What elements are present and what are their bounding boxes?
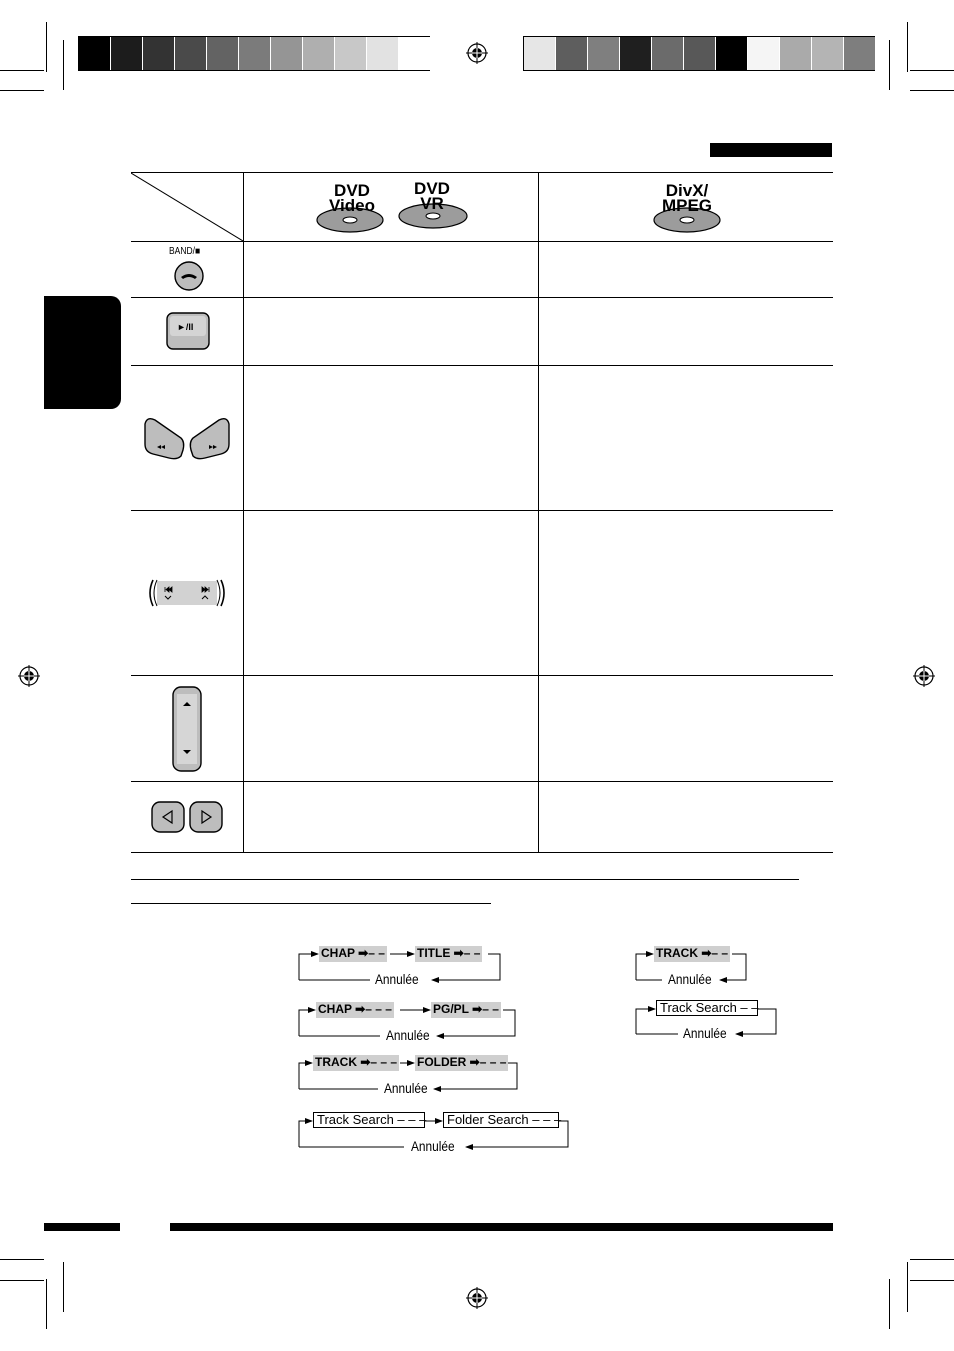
flow-track-box: TRACK ➡– – – bbox=[315, 1055, 398, 1069]
flow-dash: – – bbox=[463, 946, 481, 960]
flow-pgpl-box: PG/PL ➡– – bbox=[433, 1002, 499, 1016]
flow-folder-label: FOLDER bbox=[417, 1055, 467, 1069]
flow-dash: – – bbox=[482, 1002, 499, 1016]
flow-dash: – – – bbox=[365, 1002, 392, 1016]
flow-dash: – – – bbox=[370, 1055, 398, 1069]
flow-cancel-label: Annulée bbox=[683, 1025, 727, 1041]
flow-track-label: TRACK bbox=[315, 1055, 357, 1069]
flow-track-label: TRACK bbox=[656, 946, 698, 960]
flow-pgpl-label: PG/PL bbox=[433, 1002, 469, 1016]
flow-track-search-box: Track Search – – – bbox=[313, 1112, 425, 1128]
flow-cancel-label: Annulée bbox=[384, 1080, 428, 1096]
flow-folder-search-box: Folder Search – – – bbox=[443, 1112, 559, 1128]
flow-cancel-label: Annulée bbox=[668, 971, 712, 987]
flow-title-label: TITLE bbox=[417, 946, 451, 960]
flow-title-box: TITLE ➡– – bbox=[417, 946, 481, 960]
flow-chap-box: CHAP ➡– – – bbox=[318, 1002, 392, 1016]
band-stop-label: BAND/■ bbox=[169, 246, 201, 257]
footer-bar-right bbox=[170, 1223, 833, 1231]
flow-chap-label: CHAP bbox=[318, 1002, 352, 1016]
flow-cancel-label: Annulée bbox=[386, 1027, 430, 1043]
flow-cancel-label: Annulée bbox=[411, 1138, 455, 1154]
flow-track-box: TRACK ➡– – bbox=[656, 946, 729, 960]
disc-logo-dvd-video: DVD Video bbox=[329, 181, 375, 215]
flow-dash: – – bbox=[711, 946, 729, 960]
disc-logo-divx-mpeg: DivX/ MPEG bbox=[661, 181, 713, 215]
flow-chap-label: CHAP bbox=[321, 946, 355, 960]
disc-logo-dvd-vr: DVD VR bbox=[414, 179, 450, 213]
play-pause-label: ►/II bbox=[177, 322, 194, 332]
flow-dash: – – – bbox=[479, 1055, 507, 1069]
flow-folder-box: FOLDER ➡– – – bbox=[417, 1055, 507, 1069]
flow-chap-box: CHAP ➡– – bbox=[321, 946, 385, 960]
flow-track-search-box: Track Search – – bbox=[656, 1000, 758, 1016]
flow-cancel-label: Annulée bbox=[375, 971, 419, 987]
flow-dash: – – bbox=[368, 946, 385, 960]
footer-bar-left bbox=[44, 1223, 120, 1231]
